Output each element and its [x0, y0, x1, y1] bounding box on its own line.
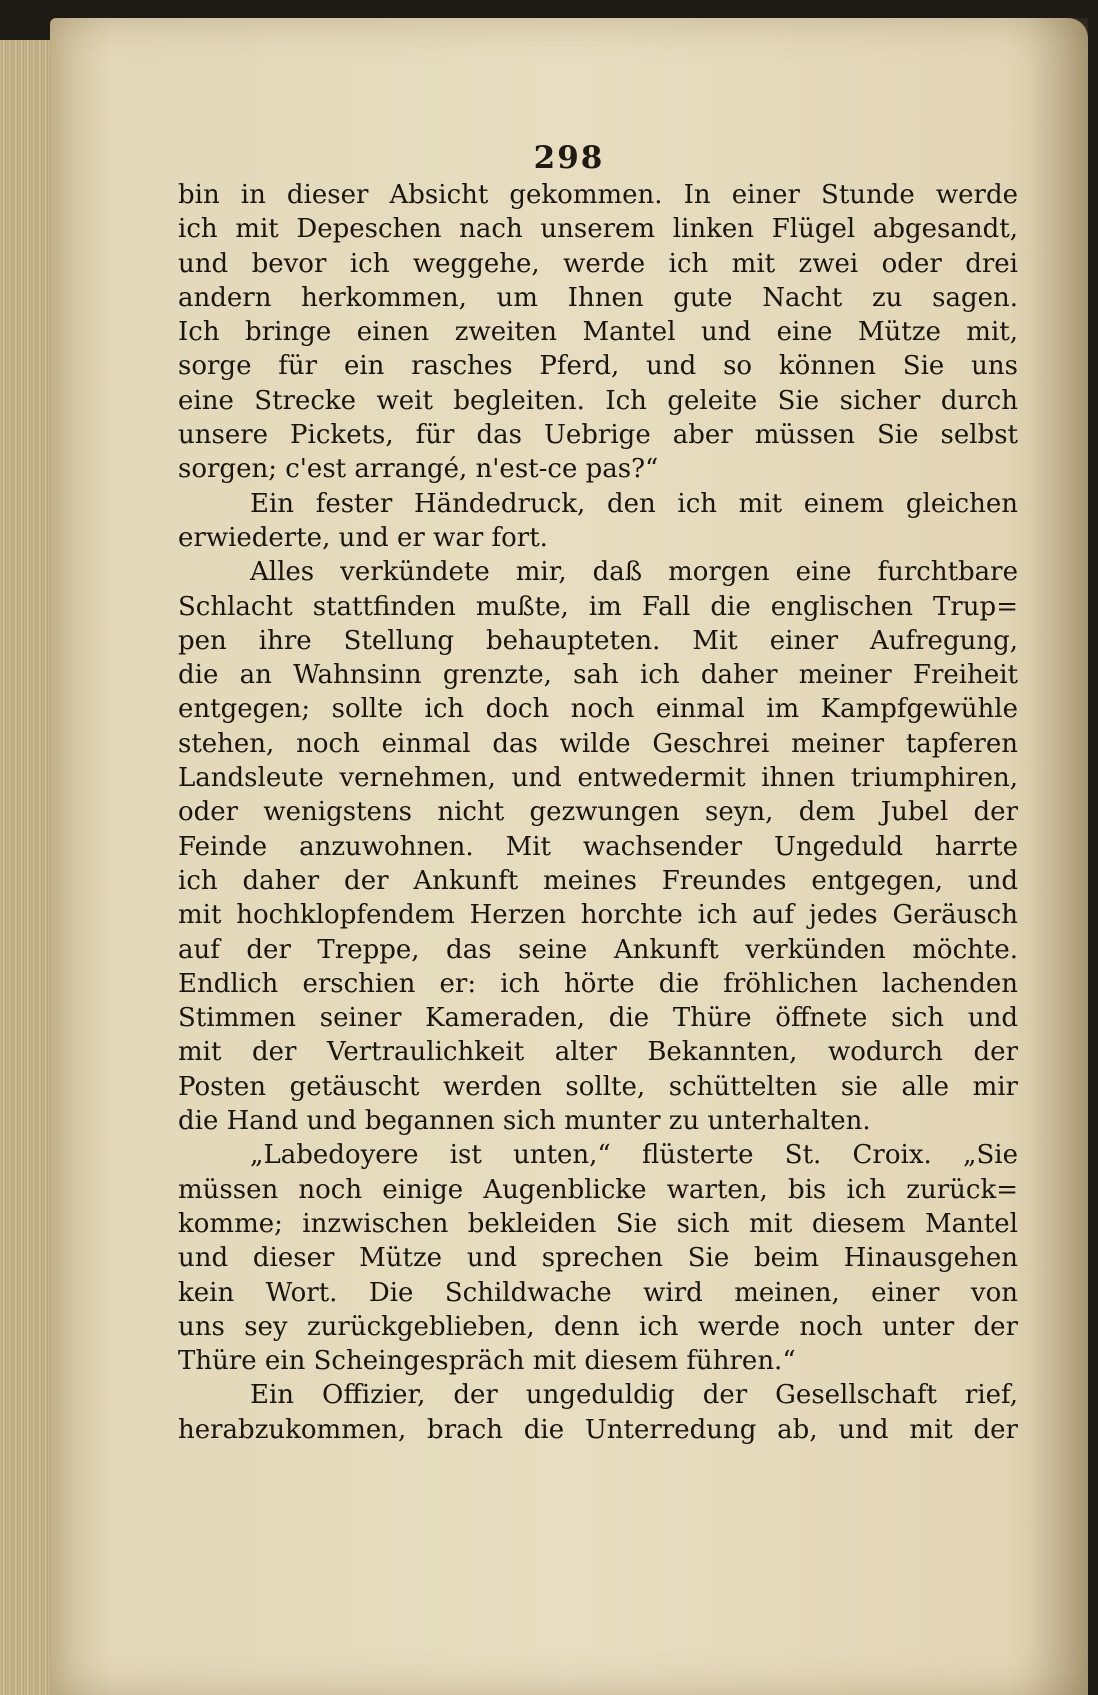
body-text [178, 178, 1018, 1447]
text-line: uns sey zurückgeblieben, denn ich werde noch unter der [178, 1311, 1018, 1342]
text-line: kein Wort. Die Schildwache wird meinen, einer von [178, 1277, 1018, 1308]
text-line: auf der Treppe, das seine Ankunft verkünden möchte. [178, 934, 1018, 965]
text-line: mit der Vertraulichkeit alter Bekannten, wodurch der [178, 1037, 1018, 1068]
text-line: bin in dieser Absicht gekommen. In einer Stunde werde [178, 180, 1018, 210]
text-line: Alles verkündete mir, daß morgen eine furchtbare [250, 557, 1018, 588]
text-line: komme; inzwischen bekleiden Sie sich mit diesem Mantel [178, 1208, 1018, 1239]
text-line: müssen noch einige Augenblicke warten, bis ich zurück= [178, 1174, 1018, 1205]
text-line: Posten getäuscht werden sollte, schüttelten sie alle mir [178, 1071, 1018, 1102]
text-line: Thüre ein Scheingespräch mit diesem führen.“ [178, 1346, 796, 1377]
text-line: pen ihre Stellung behaupteten. Mit einer Aufregung, [178, 625, 1018, 656]
text-line: ich mit Depeschen nach unserem linken Flügel abgesandt, [178, 214, 1018, 245]
text-line: sorge für ein rasches Pferd, und so können Sie uns [178, 351, 1018, 382]
text-line: die Hand und begannen sich munter zu unterhalten. [178, 1106, 871, 1137]
text-line: unsere Pickets, für das Uebrige aber müssen Sie selbst [178, 420, 1018, 451]
text-line: Schlacht stattfinden mußte, im Fall die englischen Trup= [178, 591, 1018, 622]
text-line: Landsleute vernehmen, und entwedermit ihnen triumphiren, [178, 763, 1018, 794]
text-line: herabzukommen, brach die Unterredung ab, und mit der [178, 1414, 1018, 1445]
text-line: mit hochklopfendem Herzen horchte ich auf jedes Geräusch [178, 900, 1018, 931]
page-gutter-shadow [1028, 18, 1088, 1695]
text-line: stehen, noch einmal das wilde Geschrei meiner tapferen [178, 728, 1018, 759]
text-line: und bevor ich weggehe, werde ich mit zwei oder drei [178, 248, 1018, 279]
text-line: oder wenigstens nicht gezwungen seyn, dem Jubel der [178, 797, 1018, 828]
text-line: Ein fester Händedruck, den ich mit einem gleichen [250, 488, 1018, 519]
text-line: „Labedoyere ist unten,“ flüsterte St. Croix. „Sie [250, 1140, 1018, 1171]
text-line: Ein Offizier, der ungeduldig der Gesellschaft rief, [250, 1380, 1018, 1411]
text-line: Endlich erschien er: ich hörte die fröhlichen lachenden [178, 968, 1018, 999]
text-line: sorgen; c'est arrangé, n'est-ce pas?“ [178, 454, 659, 485]
text-line: entgegen; sollte ich doch noch einmal im Kampfgewühle [178, 694, 1018, 725]
text-line: erwiederte, und er war fort. [178, 522, 548, 553]
text-line: Stimmen seiner Kameraden, die Thüre öffnete sich und [178, 1003, 1018, 1034]
text-line: eine Strecke weit begleiten. Ich geleite Sie sicher durch [178, 385, 1018, 416]
text-line: ich daher der Ankunft meines Freundes entgegen, und [178, 865, 1018, 896]
page-number: 298 [533, 140, 605, 176]
text-line: andern herkommen, um Ihnen gute Nacht zu sagen. [178, 282, 1018, 313]
text-line: und dieser Mütze und sprechen Sie beim Hinausgehen [178, 1243, 1018, 1274]
text-line: Feinde anzuwohnen. Mit wachsender Ungeduld harrte [178, 831, 1018, 862]
text-line: die an Wahnsinn grenzte, sah ich daher meiner Freiheit [178, 660, 1018, 691]
text-line: Ich bringe einen zweiten Mantel und eine Mütze mit, [178, 317, 1018, 348]
